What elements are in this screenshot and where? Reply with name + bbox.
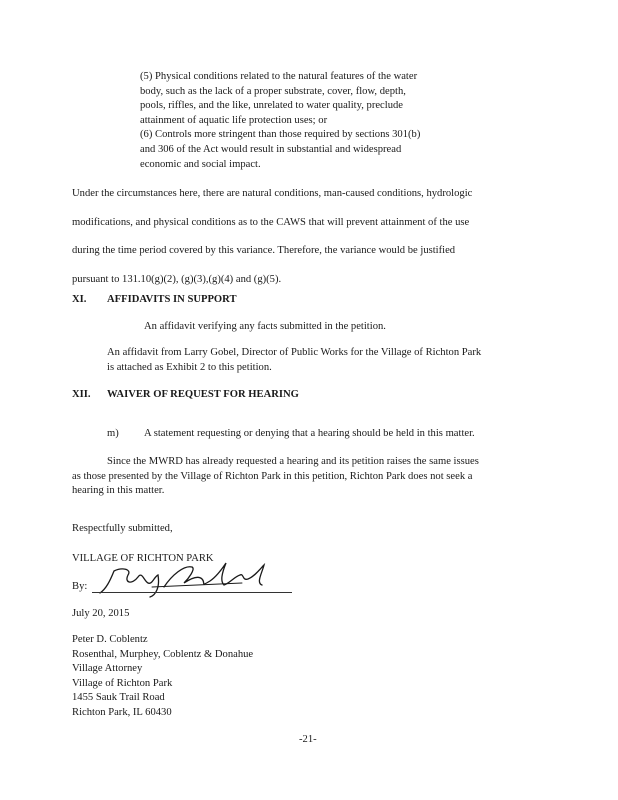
paragraph-line: hearing in this matter.	[72, 485, 165, 497]
closing-date: July 20, 2015	[72, 608, 130, 619]
quote-line: body, such as the lack of a proper substrate, cover, flow, depth,	[140, 85, 406, 97]
quote-line: (6) Controls more stringent than those required by sections 301(b)	[140, 129, 421, 141]
quote-line: economic and social impact.	[140, 158, 261, 170]
quote-line: and 306 of the Act would result in substantial and widespread	[140, 143, 402, 155]
paragraph-line: Since the MWRD has already requested a hearing and its petition raises the same issues	[107, 456, 479, 467]
section-12-title: WAIVER OF REQUEST FOR HEARING	[107, 389, 299, 400]
attorney-line: Peter D. Coblentz	[72, 634, 148, 645]
section-11-number: XI.	[72, 294, 87, 305]
section-12-body	[72, 455, 479, 499]
section-12-number: XII.	[72, 389, 91, 400]
closing-respectfully: Respectfully submitted,	[72, 523, 173, 534]
signature-by-label: By:	[72, 581, 88, 592]
paragraph-line: as those presented by the Village of Richton Park in this petition, Richton Park does not seek a	[72, 470, 473, 482]
paragraph-line: is attached as Exhibit 2 to this petition.	[107, 361, 272, 373]
section-12-item-letter: m)	[107, 428, 119, 439]
section-12-item: A statement requesting or denying that a hearing should be held in this matter.	[144, 428, 475, 439]
quote-line: attainment of aquatic life protection uses; or	[140, 114, 328, 126]
paragraph-line: pursuant to 131.10(g)(2), (g)(3),(g)(4) and (g)(5).	[72, 273, 282, 285]
paragraph-line: Under the circumstances here, there are natural conditions, man-caused conditions, hydrologic	[72, 188, 473, 199]
quote-line: (5) Physical conditions related to the natural features of the water	[140, 71, 418, 82]
section-11-item: An affidavit verifying any facts submitted in the petition.	[144, 321, 386, 332]
attorney-line: Village Attorney	[72, 663, 143, 675]
section-11-body	[107, 346, 481, 375]
closing-entity: VILLAGE OF RICHTON PARK	[72, 553, 214, 564]
signature-line	[92, 592, 292, 593]
attorney-line: Village of Richton Park	[72, 677, 173, 689]
attorney-line: Richton Park, IL 60430	[72, 706, 172, 718]
attorney-line: 1455 Sauk Trail Road	[72, 692, 165, 704]
attorney-block	[72, 633, 253, 721]
justification-paragraph	[72, 180, 472, 294]
paragraph-line: An affidavit from Larry Gobel, Director of Public Works for the Village of Richton Park	[107, 347, 482, 358]
paragraph-line: during the time period covered by this variance. Therefore, the variance would be justified	[72, 245, 456, 257]
section-11-title: AFFIDAVITS IN SUPPORT	[107, 294, 237, 305]
quote-line: pools, riffles, and the like, unrelated to water quality, preclude	[140, 100, 403, 112]
regulation-quote	[140, 70, 540, 172]
attorney-line: Rosenthal, Murphey, Coblentz & Donahue	[72, 648, 254, 660]
paragraph-line: modifications, and physical conditions as to the CAWS that will prevent attainment of the use	[72, 216, 470, 228]
page-number: -21-	[299, 734, 317, 745]
